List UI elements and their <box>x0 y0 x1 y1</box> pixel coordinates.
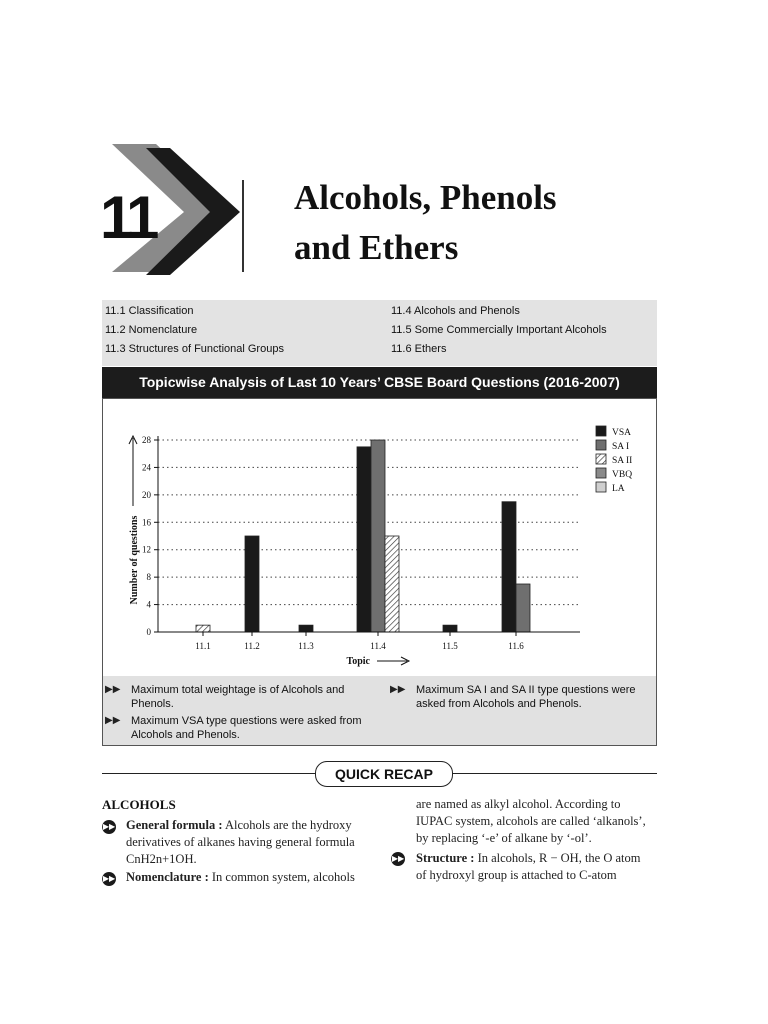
fast-forward-icon: ▶▶ <box>102 820 116 834</box>
y-tick-label: 4 <box>146 599 151 610</box>
chapter-number: 11 <box>100 184 156 251</box>
bar-sa-i <box>516 584 530 632</box>
bar-vsa <box>245 536 259 632</box>
bar-vsa <box>357 447 371 632</box>
x-tick-label: 11.2 <box>244 641 260 651</box>
contents-item: 11.1 Classification <box>105 305 194 317</box>
nomenclature-continued-text: are named as alkyl alcohol. According to IUPAC system, alcohols are called ‘alkanols’, by replacing ‘-e’ of alkane by ‘-ol’. <box>416 797 646 845</box>
x-tick-label: 11.6 <box>508 641 524 651</box>
legend-label: VSA <box>612 428 632 438</box>
insight-note: ▶▶ Maximum total weightage is of Alcohols and Phenols. <box>105 684 345 710</box>
insight-note: ▶▶ Maximum VSA type questions were asked from Alcohols and Phenols. <box>105 715 362 741</box>
x-tick-label: 11.3 <box>298 641 314 651</box>
fast-forward-icon: ▶▶ <box>391 852 405 866</box>
contents-item: 11.2 Nomenclature <box>105 324 198 336</box>
y-tick-label: 28 <box>142 435 151 445</box>
y-tick-label: 0 <box>146 627 151 637</box>
y-axis-label: Number of questions <box>129 515 140 605</box>
chapter-contents <box>102 300 657 366</box>
x-axis-label: Topic <box>346 656 370 667</box>
contents-item: 11.5 Some Commercially Important Alcohols <box>391 324 607 336</box>
chapter-title-line-2: and Ethers <box>294 228 459 267</box>
contents-item: 11.4 Alcohols and Phenols <box>391 305 520 317</box>
chapter-title-line-1: Alcohols, Phenols <box>294 178 557 217</box>
y-tick-label: 24 <box>142 462 151 473</box>
x-axis-arrow <box>377 657 409 665</box>
double-arrow-icon: ▶▶ <box>390 684 406 695</box>
x-tick-label: 11.5 <box>442 641 458 651</box>
bar-vsa <box>502 502 516 632</box>
legend-swatch <box>596 426 606 436</box>
contents-item: 11.3 Structures of Functional Groups <box>105 343 284 355</box>
legend-label: VBQ <box>612 470 633 480</box>
x-tick-label: 11.1 <box>195 641 211 651</box>
y-tick-label: 16 <box>142 517 151 528</box>
y-axis-arrow <box>129 436 137 506</box>
legend-swatch <box>596 468 606 478</box>
bar-vsa <box>299 625 313 632</box>
insights-box <box>103 676 656 745</box>
legend-label: SA II <box>612 456 633 466</box>
bar-sa-ii <box>196 625 210 632</box>
legend-swatch <box>596 454 606 464</box>
double-arrow-icon: ▶▶ <box>105 684 121 695</box>
double-arrow-icon: ▶▶ <box>105 715 121 726</box>
legend-swatch <box>596 482 606 492</box>
structure-text: Structure : In alcohols, R − OH, the O atom of hydroxyl group is attached to C-atom <box>416 851 641 882</box>
quick-recap-label: QUICK RECAP <box>315 761 453 787</box>
topic-bar-chart <box>102 398 657 676</box>
title-divider <box>242 180 244 272</box>
bar-sa-i <box>371 440 385 632</box>
general-formula-text: General formula : Alcohols are the hydroxy derivatives of alkanes having general formula CnH2n+1OH. <box>126 818 355 866</box>
legend-label: LA <box>612 484 625 494</box>
section-heading: ALCOHOLS <box>102 797 176 812</box>
analysis-banner: Topicwise Analysis of Last 10 Years’ CBSE Board Questions (2016-2007) <box>102 367 657 398</box>
insight-note: ▶▶ Maximum SA I and SA II type questions were asked from Alcohols and Phenols. <box>390 684 636 710</box>
y-tick-label: 8 <box>146 572 151 583</box>
x-tick-label: 11.4 <box>370 641 386 651</box>
bar-sa-ii <box>385 536 399 632</box>
contents-item: 11.6 Ethers <box>391 343 447 355</box>
y-tick-label: 12 <box>142 544 151 555</box>
bar-vsa <box>443 625 457 632</box>
legend-swatch <box>596 440 606 450</box>
legend-label: SA I <box>612 442 630 452</box>
fast-forward-icon: ▶▶ <box>102 872 116 886</box>
y-tick-label: 20 <box>142 489 151 500</box>
nomenclature-text: Nomenclature : In common system, alcohols <box>126 870 355 884</box>
